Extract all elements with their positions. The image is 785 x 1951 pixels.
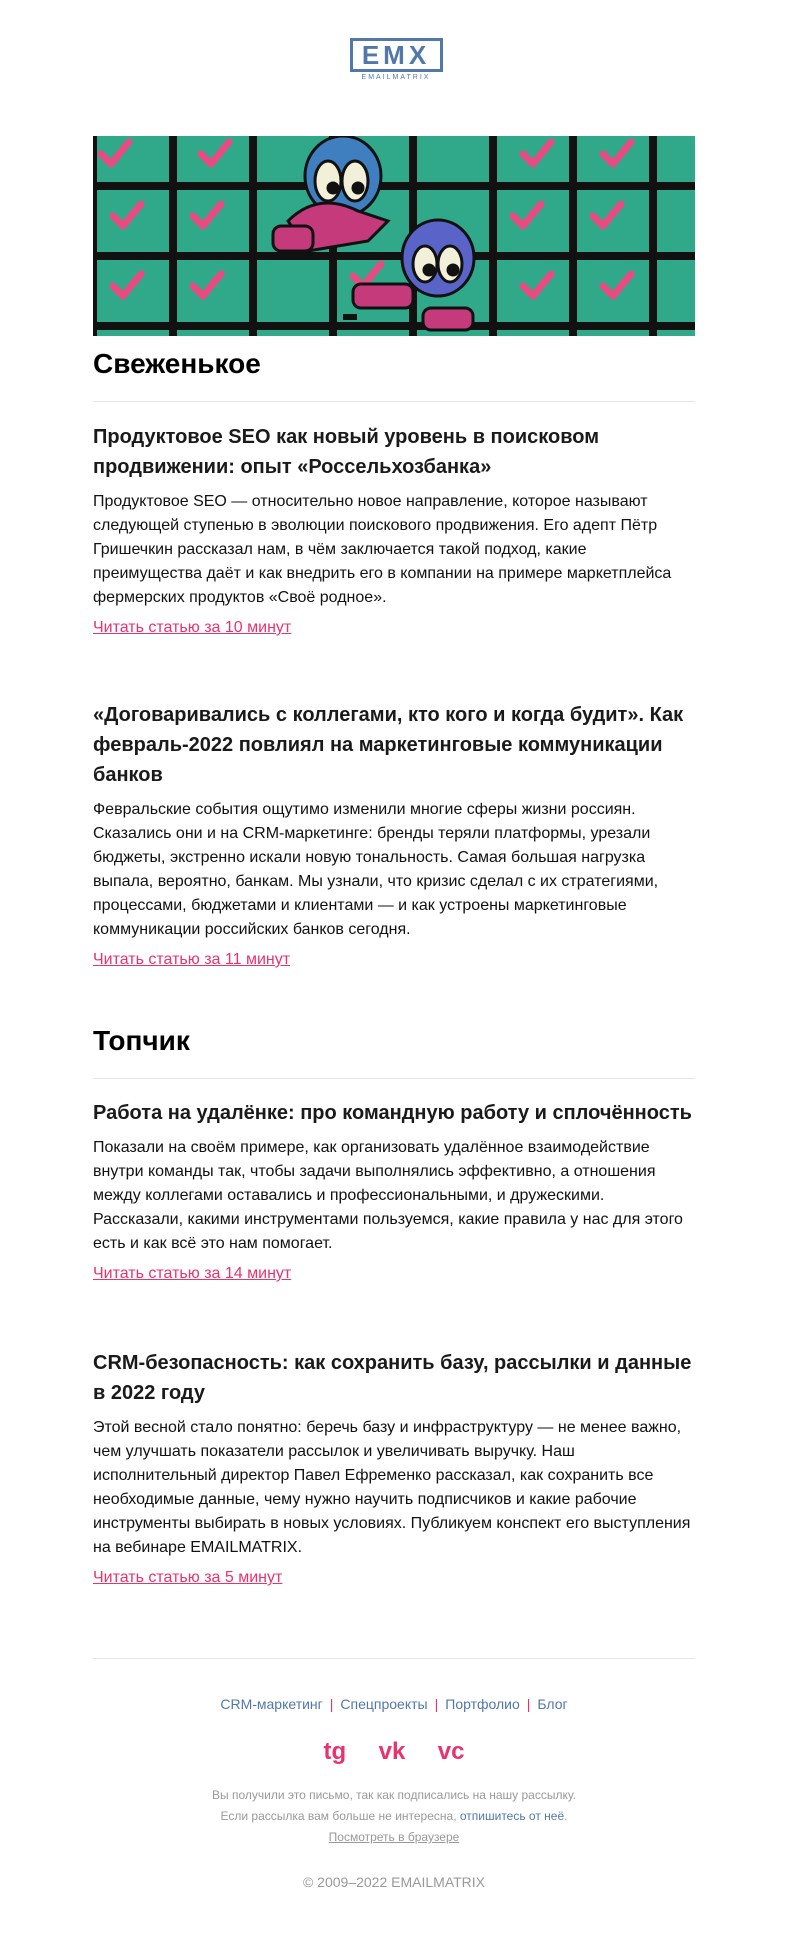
article-text: Февральские события ощутимо изменили многие сферы жизни россиян. Сказались они и на CRM-маркетинге: бренды теряли платформы, урезали бюджеты, экстренно искали новую тональность. Самая большая нагрузка выпала, вероятно, банкам. Мы узнали, что кризис сделал с их стратегиями, процессами, бюджетами и клиентами — и как устроены маркетинговые коммуникации российских банков сегодня. <box>93 801 659 938</box>
view-in-browser-link[interactable]: Посмотреть в браузере <box>328 1830 460 1844</box>
article-card <box>93 700 695 972</box>
footer-separator: | <box>526 1696 531 1712</box>
notice-line-2-text: Если рассылка вам больше не интересна, <box>220 1809 460 1823</box>
vk-link[interactable]: vk <box>378 1738 406 1765</box>
footer-link-blog[interactable]: Блог <box>537 1696 568 1712</box>
read-article-link[interactable]: Читать статью за 11 минут <box>93 951 291 968</box>
section-title-fresh: Свеженькое <box>93 348 261 379</box>
copyright: © 2009–2022 EMAILMATRIX <box>302 1874 486 1890</box>
section-divider <box>93 1078 695 1079</box>
article-card <box>93 1348 695 1590</box>
unsubscribe-link[interactable]: отпишитесь от неё <box>459 1809 565 1823</box>
notice-line-1: Вы получили это письмо, так как подписались на нашу рассылку. <box>212 1788 576 1802</box>
subscription-notice <box>93 1785 695 1848</box>
footer-link-crm[interactable]: CRM-маркетинг <box>220 1696 323 1712</box>
checkmark-grid-illustration <box>93 136 695 336</box>
emailmatrix-logo[interactable] <box>346 38 446 88</box>
section-title-top: Топчик <box>93 1025 190 1056</box>
footer-nav <box>93 1696 695 1712</box>
footer-divider <box>93 1658 695 1659</box>
logo-mark: EMX <box>350 38 443 72</box>
footer-separator: | <box>434 1696 439 1712</box>
notice-line-2 <box>93 1806 695 1827</box>
article-title[interactable]: Продуктовое SEO как новый уровень в поисковом продвижении: опыт «Россельхозбанка» <box>93 426 599 478</box>
article-title[interactable]: «Договаривались с коллегами, кто кого и когда будит». Как февраль-2022 повлиял на маркетинговые коммуникации банков <box>93 704 684 786</box>
footer-link-portfolio[interactable]: Портфолио <box>445 1696 520 1712</box>
section-divider <box>93 401 695 402</box>
hero-illustration <box>93 136 695 336</box>
logo-name: EMAILMATRIX <box>361 74 431 81</box>
footer-link-special[interactable]: Спецпроекты <box>340 1696 428 1712</box>
article-text: Этой весной стало понятно: беречь базу и инфраструктуру — не менее важно, чем улучшать показатели рассылок и увеличивать выручку. Наш исполнительный директор Павел Ефременко рассказал, как сохранить все необходимые данные, чему нужно научить подписчиков и какие рабочие инструменты выбирать в новых условиях. Публикуем конспект его выступления на вебинаре EMAILMATRIX. <box>93 1419 691 1556</box>
article-title[interactable]: CRM-безопасность: как сохранить базу, рассылки и данные в 2022 году <box>93 1352 692 1404</box>
read-article-link[interactable]: Читать статью за 5 минут <box>93 1569 283 1586</box>
read-article-link[interactable]: Читать статью за 14 минут <box>93 1265 292 1282</box>
social-links <box>93 1738 695 1766</box>
telegram-link[interactable]: tg <box>323 1738 347 1765</box>
article-card <box>93 422 695 640</box>
footer-separator: | <box>329 1696 334 1712</box>
article-text: Показали на своём примере, как организовать удалённое взаимодействие внутри команды так, чтобы задачи выполнялись эффективно, а отношения между коллегами оставались и профессиональными, и дружескими. Рассказали, какими инструментами пользуемся, какие правила у нас для этого есть и как всё это нам помогает. <box>93 1139 683 1252</box>
article-title[interactable]: Работа на удалёнке: про командную работу и сплочённость <box>93 1102 692 1124</box>
vc-link[interactable]: vc <box>437 1738 465 1765</box>
notice-line-2-end: . <box>564 1809 568 1823</box>
read-article-link[interactable]: Читать статью за 10 минут <box>93 619 292 636</box>
article-card <box>93 1098 695 1286</box>
article-text: Продуктовое SEO — относительно новое направление, которое называют следующей ступенью в эволюции поискового продвижения. Его адепт Пётр Гришечкин рассказал нам, в чём заключается такой подход, какие преимущества даёт и как внедрить его в компании на примере маркетплейса фермерских продуктов «Своё родное». <box>93 493 672 606</box>
